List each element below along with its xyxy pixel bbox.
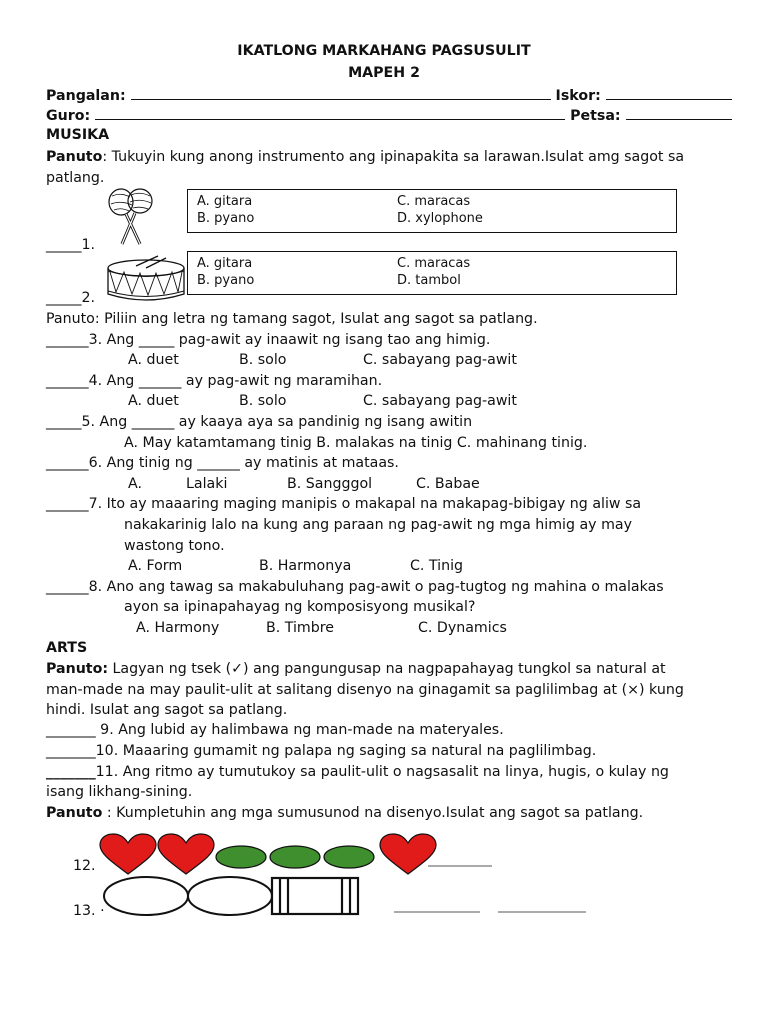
name-row <box>46 85 732 106</box>
q4-option-c: C. sabayang pag-awit <box>363 393 517 409</box>
arts-panuto <box>46 659 666 679</box>
q7-option-a: A. Form <box>128 558 183 574</box>
q1-number: _____1. <box>46 237 96 253</box>
heart-shape-3 <box>380 834 436 874</box>
q11-text <box>46 762 669 782</box>
green-oval-3 <box>324 846 374 868</box>
q6-text: ______6. Ang tinig ng ______ ay matinis at mataas. <box>46 455 399 471</box>
q2-number: _____2. <box>46 290 96 306</box>
drum-icon <box>106 256 186 304</box>
outline-oval-1 <box>104 877 188 915</box>
q5-text: _____5. Ang ______ ay kaaya aya sa pandinig ng isang awitin <box>46 414 473 430</box>
q11-text-body: 11. Ang ritmo ay tumutukoy sa paulit-ulit o nagsasalit na linya, hugis, o kulay ng <box>95 764 669 780</box>
q8-option-c: C. Dynamics <box>418 620 507 636</box>
q6-option-a: A. <box>128 476 142 492</box>
q12-pattern <box>98 834 498 878</box>
musika-panuto <box>46 147 684 167</box>
q2-option-c: C. maracas <box>397 256 471 271</box>
arts-panuto-cont-2: hindi. Isulat ang sagot sa patlang. <box>46 702 288 718</box>
maracas-icon <box>104 188 156 250</box>
name-field[interactable] <box>131 85 551 100</box>
q11-text-2: isang likhang-sining. <box>46 784 193 800</box>
q1-option-a: A. gitara <box>197 194 253 209</box>
arts-panuto-2 <box>46 803 643 823</box>
q7-text-3: wastong tono. <box>124 538 225 554</box>
page-title: IKATLONG MARKAHANG PAGSUSULIT <box>237 43 531 59</box>
panuto-label: Panuto <box>46 149 103 165</box>
q8-option-b: B. Timbre <box>266 620 334 636</box>
q13-pattern <box>104 876 594 918</box>
q2-option-b: B. pyano <box>197 273 255 288</box>
arts-panuto-label: Panuto: <box>46 661 108 677</box>
q3-option-c: C. sabayang pag-awit <box>363 352 517 368</box>
q6-option-c: C. Babae <box>416 476 480 492</box>
q7-text: ______7. Ito ay maaaring maging manipis o makapal na makapag-bibigay ng aliw sa <box>46 496 642 512</box>
q9-text: _______ 9. Ang lubid ay halimbawa ng man-made na materyales. <box>46 722 504 738</box>
q8-option-a: A. Harmony <box>136 620 220 636</box>
barred-rectangle <box>272 878 358 914</box>
q8-text: ______8. Ano ang tawag sa makabuluhang pag-awit o pag-tugtog ng mahina o malakas <box>46 579 664 595</box>
q7-option-c: C. Tinig <box>410 558 464 574</box>
q1-option-d: D. xylophone <box>397 211 483 226</box>
heart-shape-2 <box>158 834 214 874</box>
panuto-2: Panuto: Piliin ang letra ng tamang sagot, Isulat ang sagot sa patlang. <box>46 311 538 327</box>
q7-option-b: B. Harmonya <box>259 558 352 574</box>
q6-option-b: B. Sangggol <box>287 476 373 492</box>
outline-oval-2 <box>188 877 272 915</box>
teacher-label: Guro: <box>46 108 91 124</box>
page-subtitle: MAPEH 2 <box>348 65 420 81</box>
green-oval-2 <box>270 846 320 868</box>
heart-shape-1 <box>100 834 156 874</box>
date-field[interactable] <box>626 105 732 120</box>
score-label: Iskor: <box>555 88 601 104</box>
score-field[interactable] <box>606 85 732 100</box>
q4-option-b: B. solo <box>239 393 287 409</box>
q6-option-a-text: Lalaki <box>186 476 228 492</box>
q1-option-b: B. pyano <box>197 211 255 226</box>
musika-heading: MUSIKA <box>46 127 110 143</box>
q5-options: A. May katamtamang tinig B. malakas na tinig C. mahinang tinig. <box>124 435 588 451</box>
arts-panuto-text: Lagyan ng tsek (✓) ang pangungusap na nagpapahayag tungkol sa natural at <box>108 661 666 677</box>
q3-option-a: A. duet <box>128 352 179 368</box>
name-label: Pangalan: <box>46 88 126 104</box>
q2-option-d: D. tambol <box>397 273 461 288</box>
q4-option-a: A. duet <box>128 393 179 409</box>
date-label: Petsa: <box>570 108 621 124</box>
q13-number: 13. · <box>73 903 105 919</box>
teacher-row <box>46 105 732 126</box>
panuto-text: : Tukuyin kung anong instrumento ang ipinapakita sa larawan.Isulat amg sagot sa <box>102 149 685 165</box>
teacher-field[interactable] <box>95 105 565 120</box>
arts-panuto-2-label: Panuto <box>46 805 103 821</box>
q8-text-2: ayon sa ipinapahayag ng komposisyong musikal? <box>124 599 476 615</box>
green-oval-1 <box>216 846 266 868</box>
q12-number: 12. <box>73 858 96 874</box>
arts-panuto-cont: man-made na may paulit-ulit at salitang disenyo na ginagamit sa paglilimbag at (×) kung <box>46 682 684 698</box>
arts-heading: ARTS <box>46 640 88 656</box>
q10-text: _______10. Maaaring gumamit ng palapa ng saging sa natural na paglilimbag. <box>46 743 597 759</box>
q3-text: ______3. Ang _____ pag-awit ay inaawit ng isang tao ang himig. <box>46 332 491 348</box>
q2-option-a: A. gitara <box>197 256 253 271</box>
q4-text: ______4. Ang ______ ay pag-awit ng maramihan. <box>46 373 383 389</box>
q11-blank: _______ <box>46 764 96 780</box>
arts-panuto-2-text: : Kumpletuhin ang mga sumusunod na disenyo.Isulat ang sagot sa patlang. <box>102 805 644 821</box>
q3-option-b: B. solo <box>239 352 287 368</box>
q1-option-c: C. maracas <box>397 194 471 209</box>
musika-panuto-cont: patlang. <box>46 170 105 186</box>
q7-text-2: nakakarinig lalo na kung ang paraan ng pag-awit ng mga himig ay may <box>124 517 632 533</box>
